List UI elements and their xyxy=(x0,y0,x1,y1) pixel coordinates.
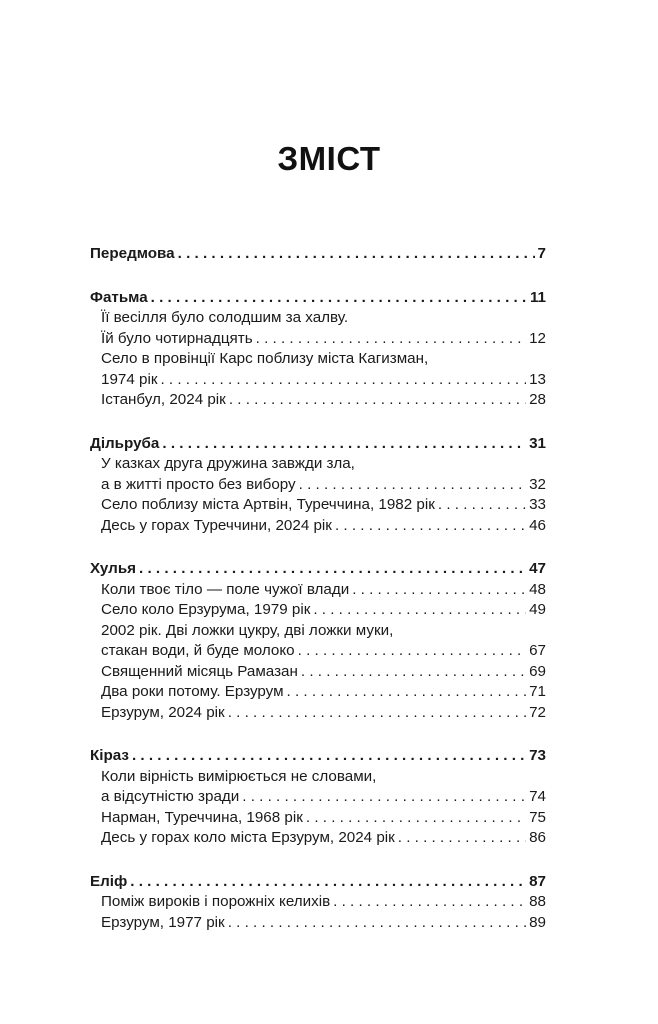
dot-leader xyxy=(299,475,526,496)
page-number: 75 xyxy=(529,808,546,826)
toc-subentry[interactable] xyxy=(90,913,546,934)
dot-leader xyxy=(160,370,526,391)
page-number: 13 xyxy=(529,370,546,388)
dot-leader xyxy=(228,703,526,724)
dot-leader xyxy=(242,787,526,808)
toc-subentry[interactable] xyxy=(90,682,546,703)
chapter-title: Передмова xyxy=(90,245,175,262)
page-number: 89 xyxy=(529,913,546,931)
subentry-title: Їй було чотирнадцять xyxy=(101,329,253,347)
toc-subentry[interactable] xyxy=(90,495,546,516)
toc-chapter-entry[interactable] xyxy=(90,746,546,767)
toc-chapter-entry[interactable] xyxy=(90,288,546,309)
dot-leader xyxy=(130,872,526,893)
toc-subentry[interactable] xyxy=(90,787,546,808)
subentry-line: Село в провінції Карс поблизу міста Кагизман, xyxy=(101,350,429,367)
toc-subentry[interactable] xyxy=(90,475,546,496)
subentry-title: Священний місяць Рамазан xyxy=(101,662,298,680)
subentry-title: 1974 рік xyxy=(101,370,158,388)
toc-subentry[interactable] xyxy=(90,370,546,391)
toc-subentry[interactable] xyxy=(90,641,546,662)
chapter-title: Фатьма xyxy=(90,288,148,306)
dot-leader xyxy=(139,559,526,580)
subentry-title: Десь у горах коло міста Ерзурум, 2024 рік xyxy=(101,829,395,846)
subentry-title: Село поблизу міста Артвін, Туреччина, 1982 рік xyxy=(101,496,435,513)
subentry-title: Село коло Ерзурума, 1979 рік xyxy=(101,601,311,618)
toc-section-elif xyxy=(90,872,546,934)
toc-subentry[interactable] xyxy=(90,892,546,913)
dot-leader xyxy=(229,390,526,411)
toc-chapter-entry[interactable] xyxy=(90,434,546,455)
toc-subentry[interactable] xyxy=(90,580,546,601)
page-number: 47 xyxy=(529,560,546,577)
page-number: 32 xyxy=(529,475,546,493)
subentry-line: 2002 рік. Дві ложки цукру, дві ложки муки, xyxy=(101,621,394,639)
chapter-title: Дільруба xyxy=(90,434,160,452)
table-of-contents xyxy=(90,244,546,956)
toc-subentry[interactable] xyxy=(90,329,546,350)
subentry-title: стакан води, й буде молоко xyxy=(101,642,295,659)
subentry-title: Істанбул, 2024 рік xyxy=(101,391,226,408)
page-number: 74 xyxy=(529,788,546,805)
subentry-title: Ерзурум, 1977 рік xyxy=(101,913,225,931)
subentry-title: а в житті просто без вибору xyxy=(101,475,296,493)
subentry-line: У казках друга дружина завжди зла, xyxy=(101,455,355,472)
toc-subentry[interactable] xyxy=(90,808,546,829)
page-number: 71 xyxy=(529,683,546,700)
toc-subentry[interactable] xyxy=(90,828,546,849)
page-number: 28 xyxy=(529,391,546,408)
dot-leader xyxy=(438,495,526,516)
toc-subentry[interactable] xyxy=(90,600,546,621)
dot-leader xyxy=(298,641,526,662)
dot-leader xyxy=(151,288,527,309)
dot-leader xyxy=(306,808,526,829)
toc-chapter-entry[interactable] xyxy=(90,559,546,580)
page-number: 46 xyxy=(529,516,546,534)
toc-section-kiraz xyxy=(90,746,546,849)
dot-leader xyxy=(162,434,526,455)
page-title: ЗМІСТ xyxy=(277,140,381,177)
dot-leader xyxy=(398,828,526,849)
subentry-line: Її весілля було солодшим за халву. xyxy=(101,309,349,326)
dot-leader xyxy=(352,580,526,601)
page-number: 7 xyxy=(537,245,546,262)
dot-leader xyxy=(178,244,535,265)
toc-subentry[interactable] xyxy=(90,516,546,537)
toc-subentry[interactable] xyxy=(90,662,546,683)
toc-section-fatma xyxy=(90,288,546,411)
page-number: 31 xyxy=(529,434,546,452)
page-number: 69 xyxy=(529,662,546,680)
dot-leader xyxy=(335,516,526,537)
page-number: 11 xyxy=(529,288,546,306)
dot-leader xyxy=(228,913,526,934)
subentry-title: Десь у горах Туреччини, 2024 рік xyxy=(101,516,332,534)
toc-section-dilruba xyxy=(90,434,546,537)
page-number: 48 xyxy=(529,580,546,598)
toc-section-foreword xyxy=(90,244,546,265)
subentry-title: Поміж вироків і порожніх келихів xyxy=(101,893,331,910)
page-number: 67 xyxy=(529,642,546,659)
page-number: 33 xyxy=(529,496,546,513)
chapter-title: Еліф xyxy=(90,872,128,890)
subentry-title: Нарман, Туреччина, 1968 рік xyxy=(101,808,303,826)
page-number: 12 xyxy=(529,329,546,347)
toc-section-hulya xyxy=(90,559,546,723)
dot-leader xyxy=(301,662,526,683)
subentry-title: Ерзурум, 2024 рік xyxy=(101,703,225,721)
page-number: 87 xyxy=(529,872,546,890)
page-number: 72 xyxy=(529,703,546,721)
page-number: 49 xyxy=(529,601,546,618)
page-number: 88 xyxy=(529,893,546,910)
chapter-title: Хулья xyxy=(90,560,137,577)
subentry-title: а відсутністю зради xyxy=(101,788,240,805)
subentry-line: Коли вірність вимірюється не словами, xyxy=(101,767,377,785)
dot-leader xyxy=(287,682,527,703)
dot-leader xyxy=(333,892,526,913)
subentry-title: Два роки потому. Ерзурум xyxy=(101,683,284,700)
page-number: 73 xyxy=(529,747,546,764)
dot-leader xyxy=(132,746,526,767)
dot-leader xyxy=(256,329,526,350)
toc-subentry[interactable] xyxy=(90,703,546,724)
toc-chapter-entry[interactable] xyxy=(90,244,546,265)
chapter-title: Кіраз xyxy=(90,747,129,764)
dot-leader xyxy=(313,600,526,621)
toc-subentry[interactable] xyxy=(90,390,546,411)
page-number: 86 xyxy=(529,829,546,846)
toc-chapter-entry[interactable] xyxy=(90,872,546,893)
subentry-title: Коли твоє тіло — поле чужої влади xyxy=(101,580,350,598)
